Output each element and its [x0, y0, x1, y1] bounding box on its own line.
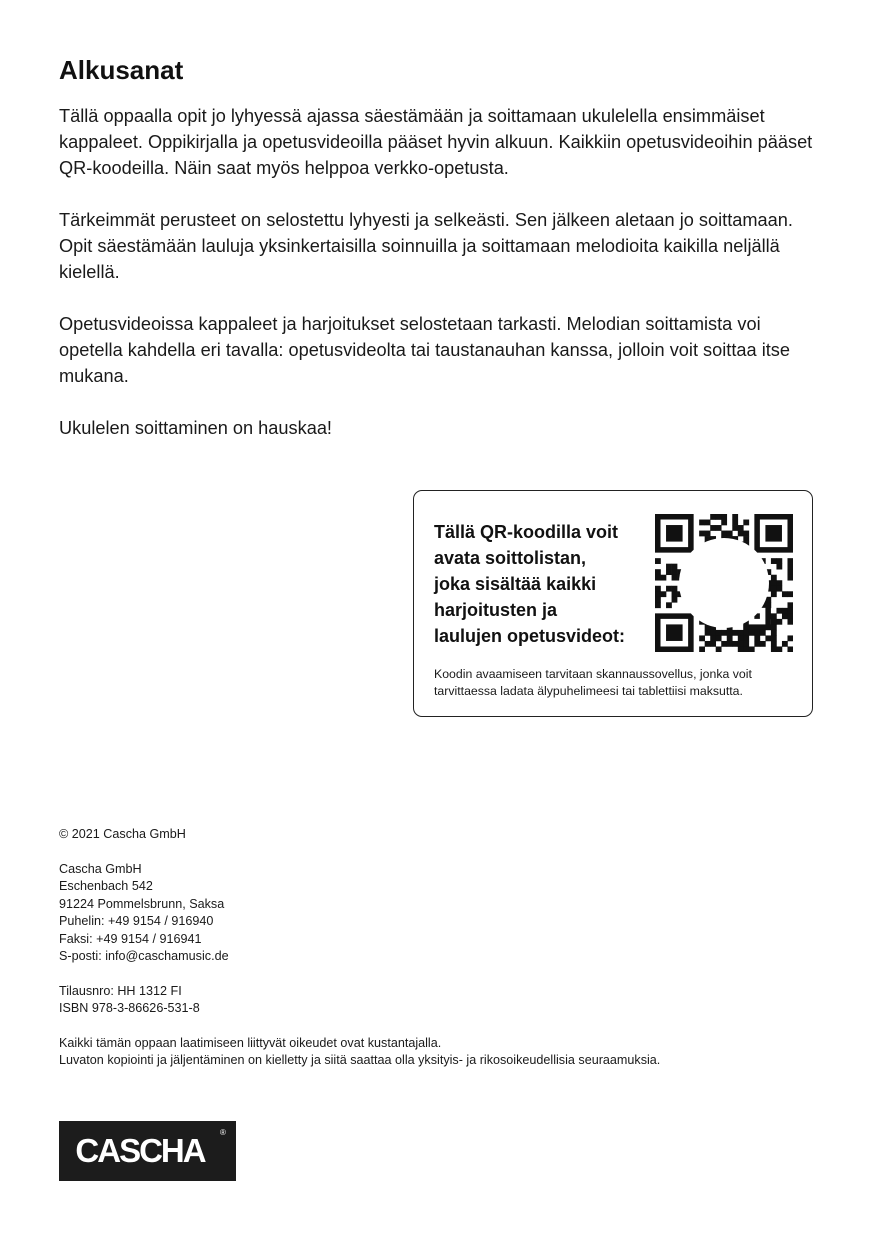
copyright-line: © 2021 Cascha GmbH	[59, 827, 186, 841]
email-line: S-posti: info@caschamusic.de	[59, 949, 229, 963]
qr-note-line: tarvittaessa ladata älypuhelimeesi tai tablettiisi maksutta.	[434, 684, 743, 698]
logo-wordmark: CASCHA	[75, 1132, 205, 1169]
rights-notice	[59, 1035, 799, 1070]
intro-paragraph: Tällä oppaalla opit jo lyhyessä ajassa säestämään ja soittamaan ukulelella ensimmäiset kappaleet. Oppikirjalla ja opetusvideoilla pääset hyvin alkuun. Kaikkiin opetusvideoihin pääset QR-koodeilla. Näin saat myös helppoa verkko-opetusta.	[59, 106, 813, 178]
publisher-address	[59, 861, 799, 966]
order-info	[59, 983, 799, 1018]
copyright-notice	[59, 826, 799, 844]
qr-code-icon[interactable]	[655, 514, 793, 652]
cascha-logo	[59, 1121, 236, 1181]
fax-line: Faksi: +49 9154 / 916941	[59, 931, 202, 946]
order-number: Tilausnro: HH 1312 FI	[59, 983, 182, 998]
rights-line: Kaikki tämän oppaan laatimiseen liittyvät oikeudet ovat kustantajalla.	[59, 1035, 442, 1050]
isbn: ISBN 978-3-86626-531-8	[59, 1001, 200, 1015]
intro-text	[59, 103, 829, 467]
qr-note-line: Koodin avaamiseen tarvitaan skannaussovellus, jonka voit	[434, 667, 752, 681]
intro-paragraph: Tärkeimmät perusteet on selostettu lyhyesti ja selkeästi. Sen jälkeen aletaan jo soittamaan. Opit säestämään lauluja yksinkertaisilla soinnuilla ja soittamaan melodioita kaikilla neljällä kielellä.	[59, 210, 793, 282]
closing-sentence: Ukulelen soittaminen on hauskaa!	[59, 418, 332, 438]
qr-info-box	[413, 490, 813, 717]
address-line: Eschenbach 542	[59, 879, 153, 893]
registered-mark: ®	[220, 1128, 226, 1137]
page-title: Alkusanat	[59, 55, 184, 85]
rights-line: Luvaton kopiointi ja jäljentäminen on kielletty ja siitä saattaa olla yksityis- ja rikosoikeudellisia seuraamuksia.	[59, 1053, 661, 1067]
qr-note	[434, 666, 804, 700]
address-line: 91224 Pommelsbrunn, Saksa	[59, 896, 225, 911]
qr-heading-line: Tällä QR-koodilla voit	[434, 522, 619, 542]
qr-heading-line: avata soittolistan,	[434, 548, 587, 568]
address-line: Cascha GmbH	[59, 861, 142, 876]
phone-line: Puhelin: +49 9154 / 916940	[59, 914, 214, 928]
imprint	[59, 826, 799, 1087]
qr-heading-line: laulujen opetusvideot:	[434, 626, 626, 646]
qr-heading	[434, 519, 644, 649]
qr-heading-line: joka sisältää kaikki	[434, 574, 597, 594]
qr-heading-line: harjoitusten ja	[434, 600, 558, 620]
intro-paragraph: Opetusvideoissa kappaleet ja harjoitukset selostetaan tarkasti. Melodian soittamista voi opetella kahdella eri tavalla: opetusvideolta tai taustanauhan kanssa, jolloin voit soittaa itse mukana.	[59, 314, 790, 386]
